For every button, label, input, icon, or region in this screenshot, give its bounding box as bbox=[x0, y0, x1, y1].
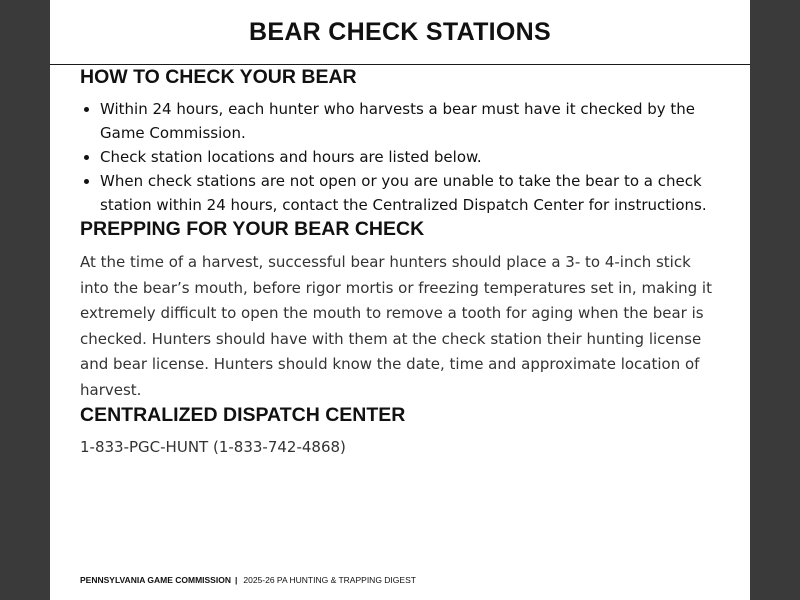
dispatch-heading: CENTRALIZED DISPATCH CENTER bbox=[80, 404, 406, 426]
footer-separator: | bbox=[234, 575, 238, 585]
prepping-paragraph: At the time of a harvest, successful bear hunters should place a 3- to 4-inch stick into the bear’s mouth, before rigor mortis or freezing temperatures set in, making it extremely difficult to open the mouth to remove a tooth for aging when the bear is checked. Hunters should have with them at the check station their hunting license and bear license. Hunters should know the date, time and approximate location of harvest. bbox=[80, 253, 712, 399]
list-item: • When check stations are not open or you are unable to take the bear to a check station within 24 hours, contact the Centralized Dispatch Center for instructions. bbox=[100, 169, 720, 217]
how-to-check-heading: HOW TO CHECK YOUR BEAR bbox=[80, 66, 357, 88]
dispatch-phone-number: 1-833-PGC-HUNT (1-833-742-4868) bbox=[80, 438, 346, 456]
page-content bbox=[50, 65, 750, 457]
list-item: • Within 24 hours, each hunter who harvests a bear must have it checked by the Game Commission. bbox=[100, 97, 720, 145]
page-title: BEAR CHECK STATIONS bbox=[248, 17, 551, 46]
how-to-check-list bbox=[80, 97, 720, 217]
title-bar bbox=[50, 0, 750, 65]
footer-organization: PENNSYLVANIA GAME COMMISSION bbox=[80, 575, 231, 585]
footer-publication: 2025-26 PA HUNTING & TRAPPING DIGEST bbox=[243, 575, 416, 585]
digest-page bbox=[50, 0, 750, 600]
list-item: • Check station locations and hours are listed below. bbox=[100, 145, 720, 169]
prepping-heading: PREPPING FOR YOUR BEAR CHECK bbox=[80, 218, 425, 240]
page-footer bbox=[80, 575, 416, 585]
